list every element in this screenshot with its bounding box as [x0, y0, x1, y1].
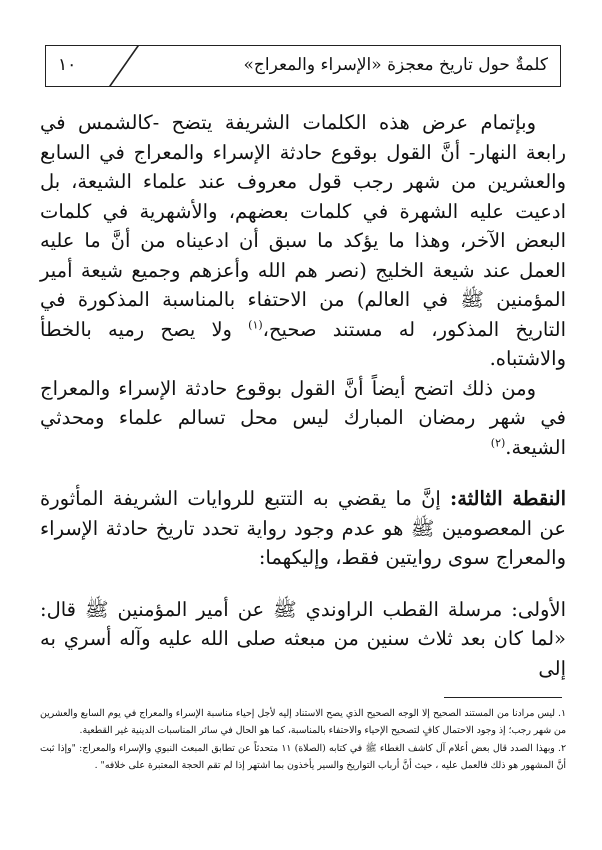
paragraph-3: [40, 484, 566, 573]
paragraph-4: الأولى: مرسلة القطب الراوندي ﷺ عن أمير المؤمنين ﷺ قال: «لما كان بعد ثلاث سنين من مبعثه صلى الله عليه وآله أسري به إلى: [40, 597, 566, 680]
paragraph-1-end: ولا يصح رميه بالخطأ والاشتباه.: [40, 317, 566, 370]
running-title: كلمةٌ حول تاريخ معجزة «الإسراء والمعراج»: [243, 55, 548, 75]
footnotes: [40, 706, 566, 776]
body-text: [40, 108, 566, 683]
footnote-divider: [444, 697, 562, 698]
paragraph-1-text: وبإتمام عرض هذه الكلمات الشريفة يتضح -كالشمس في رابعة النهار- أنَّ القول بوقوع حادثة الإسراء والمعراج في السابع والعشرين من شهر رجب قول معروف عند علماء الشيعة، بل ادعيت عليه الشهرة في كلمات بعضهم، والأشهرية في كلمات البعض الآخر، وهذا ما يؤكد ما سبق أن ادعيناه من أنَّ ما عليه العمل عند شيعة الخليج (نصر هم الله وأعزهم وجميع شيعة أمير المؤمنين ﷺ في العالم) من الاحتفاء بالمناسبة المذكورة في التاريخ المذكور، له مستند صحيح،: [40, 111, 566, 341]
footnote-ref-2: (٢): [490, 436, 506, 449]
footnote-2: ٢. وبهذا الصدد قال بعض أعلام آل كاشف الغطاء ﷺ في كتابه (الصلاة) ١١ متحدثاً عن تطابق المبعث النبوي والإسراء والمعراج: "وإذا ثبت أنَّ المشهور هو ذلك فالعمل عليه ، حيث أنَّ أرباب التواريخ والسير يأخذون بما اشتهر إذا لم تقم الحجة المعتبرة على خلافه" .: [40, 743, 566, 771]
page-number: ١٠: [58, 55, 77, 75]
page-header: [45, 45, 561, 87]
footnote-1: ١. ليس مرادنا من المستند الصحيح إلا الوجه الصحيح الذي يصح الاستناد إليه لأجل إحياء مناسبة الإسراء والمعراج في يوم السابع والعشرين من شهر رجب؛ إذ وجود الاحتمال كافٍ لتصحيح الإحياء والاحتفاء بالمناسبة، كما هو الحال في سائر المناسبات الدينية غير القطعية.: [40, 708, 566, 736]
paragraph-2-text: ومن ذلك اتضح أيضاً أنَّ القول بوقوع حادثة الإسراء والمعراج في شهر رمضان المبارك ليس محل تسالم علماء ومحدثي الشيعة.: [40, 376, 566, 459]
paragraph-2: [40, 374, 566, 463]
section-label: النقطة الثالثة:: [450, 487, 566, 510]
paragraph-1: [40, 108, 566, 374]
paragraph-3-text: إنَّ ما يقضي به التتبع للروايات الشريفة المأثورة عن المعصومين ﷺ هو عدم وجود رواية تحدد تاريخ حادثة الإسراء والمعراج سوى روايتين فقط، وإليكهما:: [40, 487, 566, 569]
header-divider: [109, 46, 139, 86]
footnote-ref-1: (١): [248, 318, 263, 331]
